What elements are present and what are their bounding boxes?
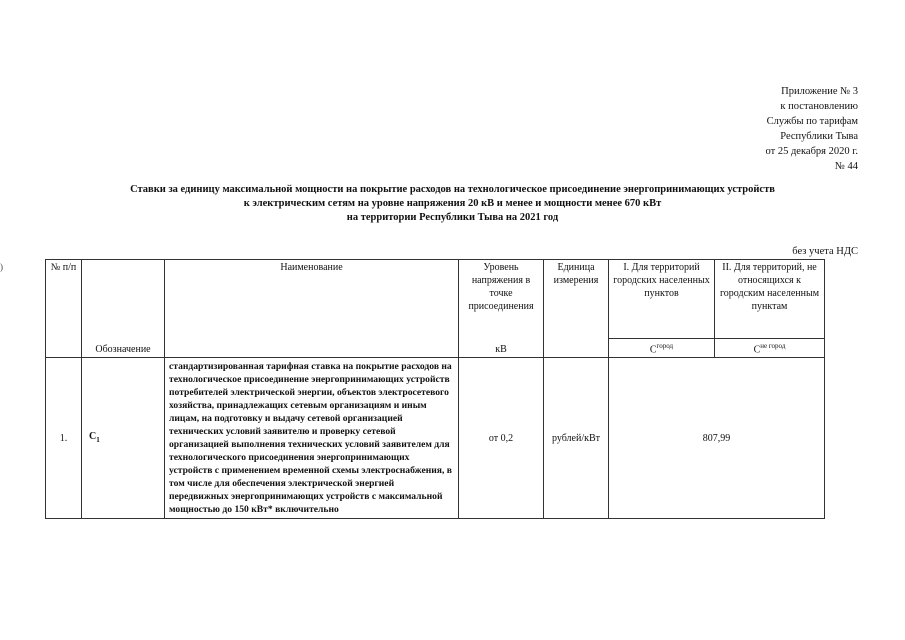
header-voltage: Уровень напряжения в точке присоединения xyxy=(459,260,544,339)
header-name: Наименование xyxy=(165,260,459,339)
appendix-line: от 25 декабря 2020 г. xyxy=(765,146,858,157)
title-line: на территории Республики Тыва на 2021 год xyxy=(346,212,559,223)
header-designation-top xyxy=(82,260,165,339)
header-number: № п/п xyxy=(46,260,82,358)
document-title xyxy=(0,183,905,225)
scan-edge-mark: ) xyxy=(0,262,3,272)
appendix-line: Службы по тарифам xyxy=(766,116,858,127)
header-unit: Единица измерения xyxy=(544,260,609,358)
header-row xyxy=(46,260,825,339)
row-unit: рублей/кВт xyxy=(544,358,609,519)
header-rural-symbol: $C^{не город}$ xyxy=(715,339,825,358)
appendix-line: № 44 xyxy=(834,161,858,172)
header-subrow xyxy=(46,339,825,358)
header-rural: II. Для территорий, не относящихся к городским населенным пунктам xyxy=(715,260,825,339)
appendix-line: Приложение № 3 xyxy=(781,86,858,97)
row-voltage: от 0,2 xyxy=(459,358,544,519)
appendix-line: Республики Тыва xyxy=(780,131,858,142)
header-name-bottom xyxy=(165,339,459,358)
row-value: 807,99 xyxy=(609,358,825,519)
row-description: стандартизированная тарифная ставка на покрытие расходов на технологическое присоединение энергопринимающих устройств потребителей электрической энергии, объектов электросетевого хозяйства, принадлежащих сетевым организациям и иным лицам, на подготовку и выдачу сетевой организацией технических условий заявителю и проверку сетевой организацией выполнения технических условий заявителем для технологического присоединения энергопринимающих устройств с применением временной схемы электроснабжения, в том числе для обеспечения электрической энергией передвижных энергопринимающих устройств с максимальной мощностью до 150 кВт* включительно xyxy=(165,358,459,519)
appendix-reference xyxy=(766,84,858,174)
header-urban-symbol: $C^{город}$ xyxy=(609,339,715,358)
tariff-table xyxy=(45,259,825,519)
header-voltage-unit: кВ xyxy=(459,339,544,358)
title-line: Ставки за единицу максимальной мощности на покрытие расходов на технологическое присоединение энергопринимающих устройств xyxy=(130,184,775,195)
header-urban: I. Для территорий городских населенных пунктов xyxy=(609,260,715,339)
vat-note: без учета НДС xyxy=(792,246,858,257)
row-number: 1. xyxy=(46,358,82,519)
title-line: к электрическим сетям на уровне напряжения 20 кВ и менее и мощности менее 670 кВт xyxy=(243,198,662,209)
row-code: $C_1$ xyxy=(82,358,165,519)
table-row xyxy=(46,358,825,519)
appendix-line: к постановлению xyxy=(780,101,858,112)
header-designation: Обозначение xyxy=(82,339,165,358)
